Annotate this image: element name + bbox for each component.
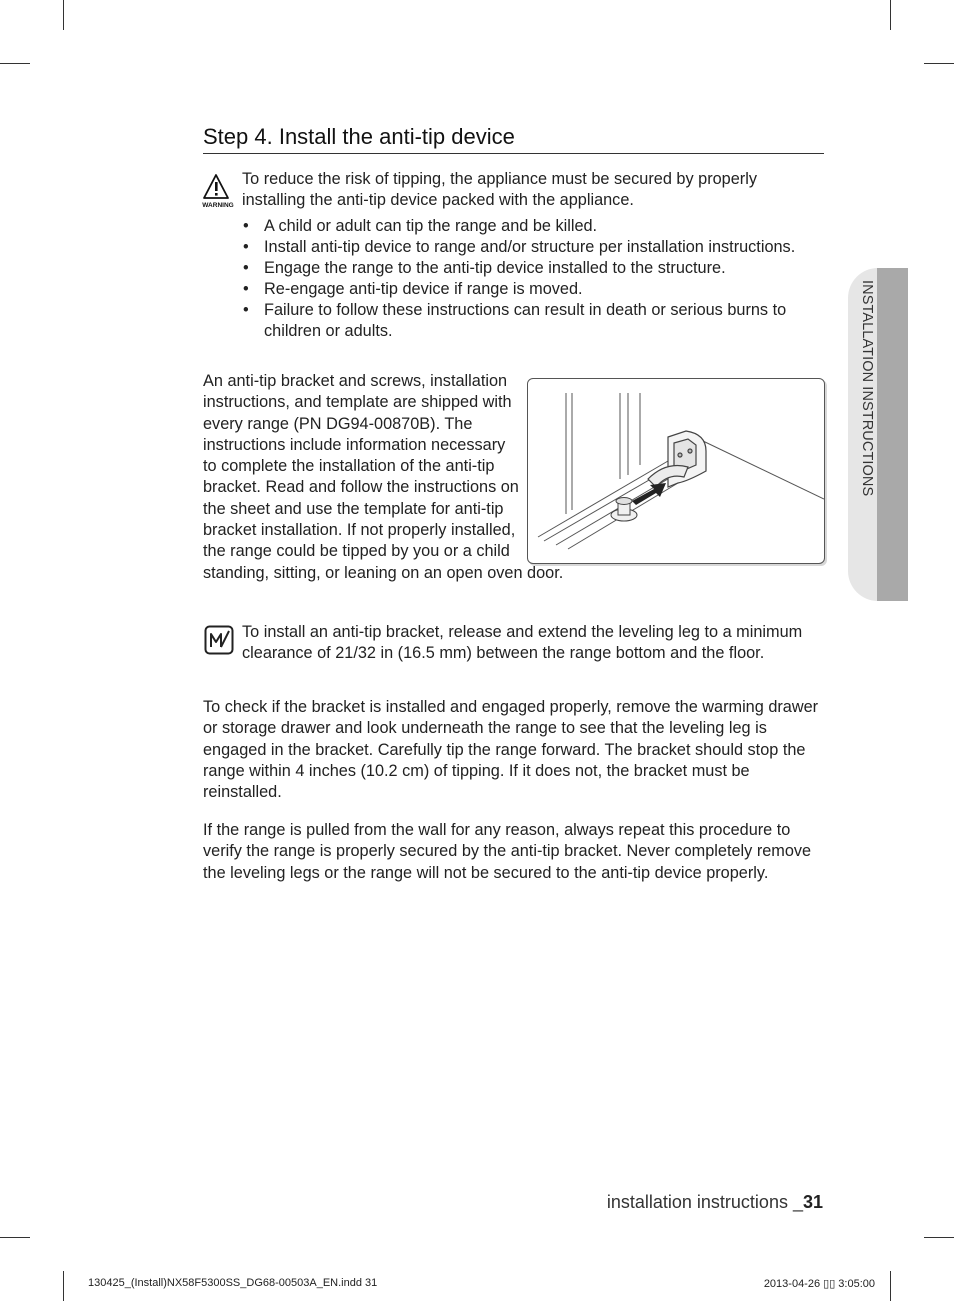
crop-mark bbox=[924, 63, 954, 64]
note-pencil-icon bbox=[204, 625, 234, 655]
warning-icon-label: WARNING bbox=[202, 202, 234, 209]
list-item: • Failure to follow these instructions can result in death or serious burns to children or adults. bbox=[242, 300, 822, 342]
crop-mark bbox=[63, 0, 64, 30]
crop-mark bbox=[63, 1271, 64, 1301]
page-footer bbox=[607, 1192, 823, 1213]
bracket-info-text-tail: standing, sitting, or leaning on an open oven door. bbox=[203, 563, 564, 582]
side-tab-accent bbox=[877, 268, 908, 601]
crop-mark bbox=[890, 0, 891, 30]
side-tab-label: INSTALLATION INSTRUCTIONS bbox=[859, 280, 875, 497]
note-text: To install an anti-tip bracket, release and extend the leveling leg to a minimum clearance of 21/32 in (16.5 mm) between the range bottom and the floor. bbox=[242, 623, 803, 662]
file-date: 2013-04-26 ▯▯ 3:05:00 bbox=[763, 1278, 875, 1290]
anti-tip-bracket-illustration bbox=[527, 378, 825, 564]
warning-text: To reduce the risk of tipping, the appliance must be secured by properly installing the anti-tip device packed with the appliance. bbox=[242, 170, 757, 209]
crop-mark bbox=[0, 1237, 30, 1238]
list-item: • A child or adult can tip the range and be killed. bbox=[242, 216, 822, 237]
section-title: Step 4. Install the anti-tip device bbox=[203, 124, 824, 154]
list-item: • Install anti-tip device to range and/or structure per installation instructions. bbox=[242, 237, 822, 258]
warning-icon bbox=[199, 172, 239, 210]
crop-mark bbox=[0, 63, 30, 64]
warning-bullets bbox=[242, 216, 822, 342]
bracket-info-text: An anti-tip bracket and screws, installation instructions, and template are shipped with every range (PN DG94-00870B). The instructions include information necessary to complete the installation of the anti-tip bracket. Read and follow the instructions on the sheet and use the template for anti-tip bracket installation. If not properly installed, the range could be tipped by you or a child bbox=[203, 372, 519, 561]
footer-label: installation instructions _ bbox=[606, 1192, 803, 1212]
list-item: • Engage the range to the anti-tip device installed to the structure. bbox=[242, 258, 822, 279]
list-item: • Re-engage anti-tip device if range is moved. bbox=[242, 279, 822, 300]
check-bracket-paragraph: To check if the bracket is installed and engaged properly, remove the warming drawer or storage drawer and look underneath the range to see that the leveling leg is engaged in the bracket. Carefully tip the range forward. The bracket should stop the range within 4 inches (10.2 cm) of tipping. If it does not, the bracket must be reinstalled. bbox=[203, 698, 819, 802]
crop-mark bbox=[890, 1271, 891, 1301]
file-name: 130425_(Install)NX58F5300SS_DG68-00503A_EN.indd 31 bbox=[88, 1277, 378, 1289]
crop-mark bbox=[924, 1237, 954, 1238]
repeat-procedure-paragraph: If the range is pulled from the wall for any reason, always repeat this procedure to verify the range is properly secured by the anti-tip bracket. Never completely remove the leveling legs or the range will not be secured to the anti-tip device properly. bbox=[203, 821, 812, 882]
page-number: 31 bbox=[802, 1192, 823, 1212]
